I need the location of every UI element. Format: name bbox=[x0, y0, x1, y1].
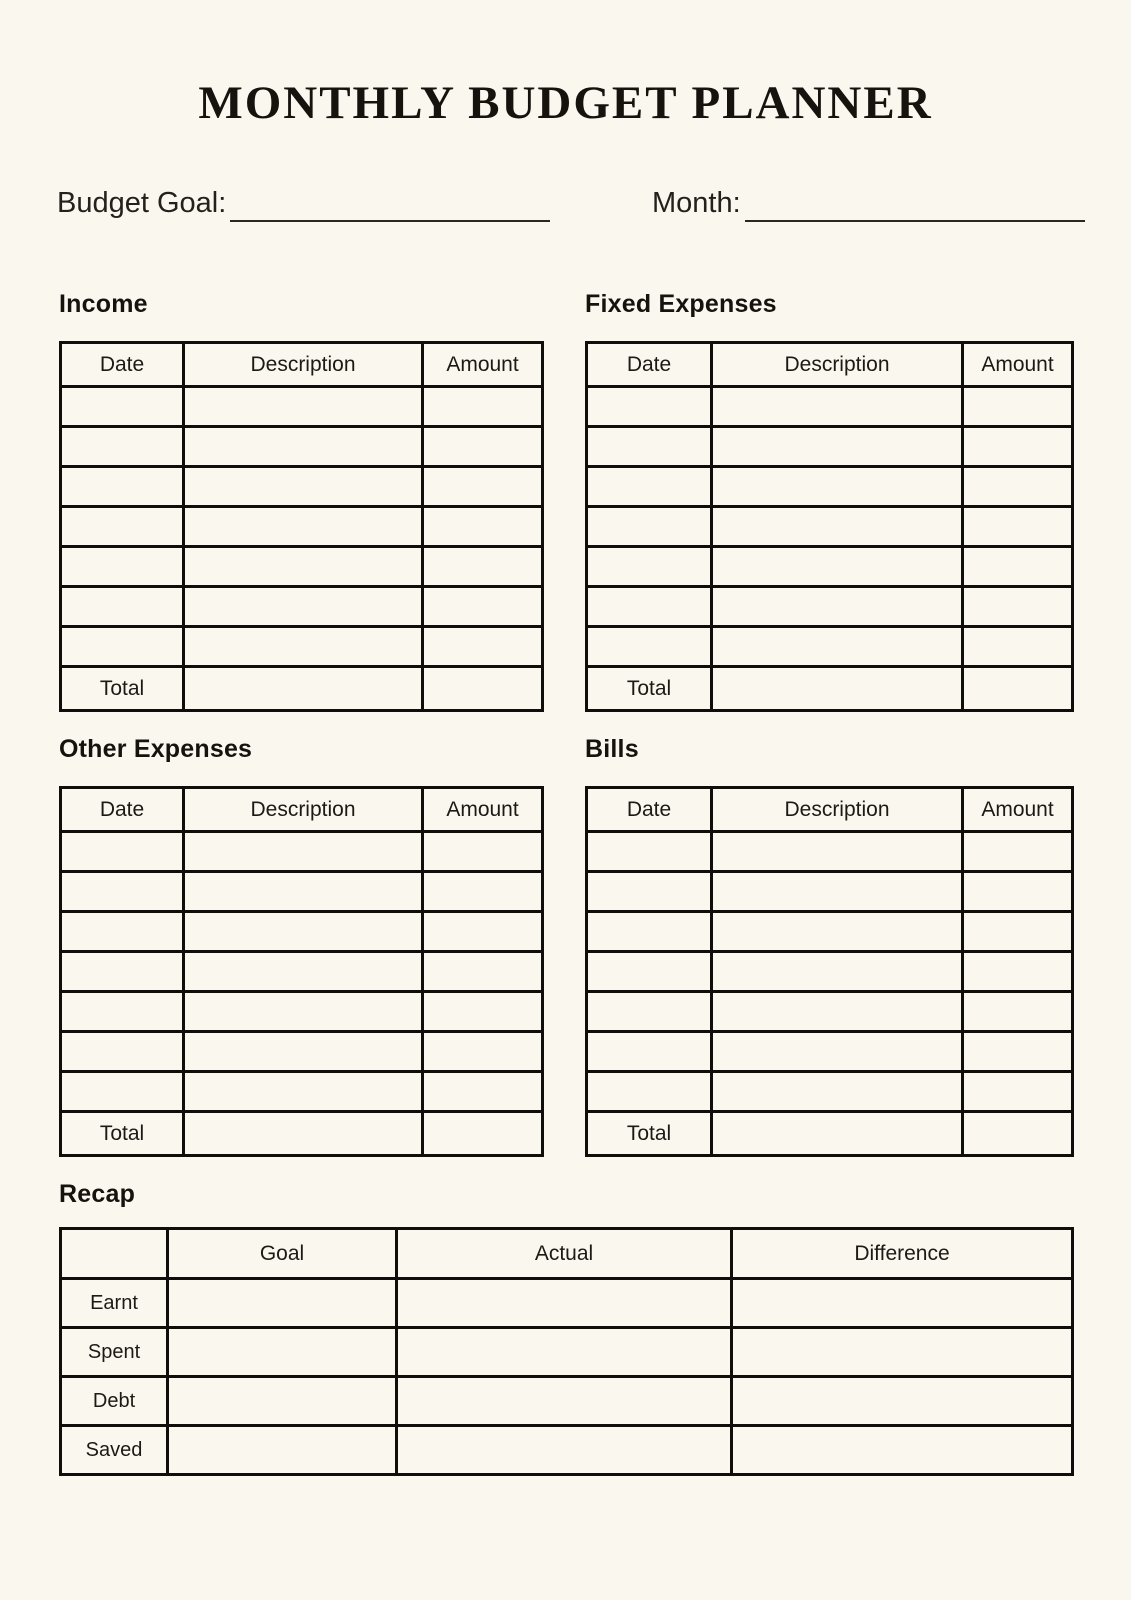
recap-row bbox=[61, 1426, 1073, 1475]
ledger-cell bbox=[963, 952, 1073, 992]
fixed-expenses-row bbox=[587, 547, 1073, 587]
ledger-cell bbox=[712, 952, 963, 992]
budget-goal-field bbox=[57, 184, 550, 222]
recap-table bbox=[59, 1227, 1074, 1476]
ledger-cell bbox=[184, 912, 423, 952]
recap-cell bbox=[168, 1377, 397, 1426]
income-total-label: Total bbox=[61, 667, 184, 711]
ledger-cell bbox=[712, 427, 963, 467]
ledger-cell bbox=[423, 1032, 543, 1072]
other-expenses-col-header: Date bbox=[61, 788, 184, 832]
fixed-expenses-col-header: Date bbox=[587, 343, 712, 387]
ledger-cell bbox=[587, 387, 712, 427]
ledger-cell bbox=[61, 427, 184, 467]
ledger-cell bbox=[963, 467, 1073, 507]
ledger-cell bbox=[423, 547, 543, 587]
fixed-expenses-col-header: Description bbox=[712, 343, 963, 387]
ledger-cell bbox=[963, 507, 1073, 547]
ledger-cell bbox=[61, 952, 184, 992]
ledger-cell bbox=[587, 992, 712, 1032]
ledger-cell bbox=[184, 627, 423, 667]
bills-header bbox=[587, 788, 1073, 832]
ledger-cell bbox=[712, 912, 963, 952]
income-row bbox=[61, 627, 543, 667]
budget-goal-label: Budget Goal: bbox=[57, 187, 227, 219]
recap-body bbox=[61, 1279, 1073, 1475]
recap-cell bbox=[732, 1426, 1073, 1475]
ledger-cell bbox=[61, 507, 184, 547]
recap-row-label: Debt bbox=[61, 1377, 168, 1426]
bills-row bbox=[587, 1072, 1073, 1112]
fixed-expenses-row bbox=[587, 507, 1073, 547]
ledger-cell bbox=[587, 547, 712, 587]
ledger-cell bbox=[587, 832, 712, 872]
recap-row-label: Earnt bbox=[61, 1279, 168, 1328]
recap-row-label: Saved bbox=[61, 1426, 168, 1475]
other-expenses-total-amount-cell bbox=[423, 1112, 543, 1156]
ledger-cell bbox=[423, 427, 543, 467]
income-total-row bbox=[61, 667, 543, 711]
ledger-cell bbox=[712, 467, 963, 507]
ledger-cell bbox=[712, 992, 963, 1032]
section-title-bills: Bills bbox=[585, 735, 639, 763]
budget-goal-write-line bbox=[230, 212, 550, 222]
bills-total-description-cell bbox=[712, 1112, 963, 1156]
section-fixed-expenses bbox=[585, 290, 1071, 712]
ledger-cell bbox=[184, 547, 423, 587]
ledger-cell bbox=[423, 992, 543, 1032]
recap-col-header: Difference bbox=[732, 1229, 1073, 1279]
fixed-expenses-row bbox=[587, 387, 1073, 427]
ledger-cell bbox=[587, 872, 712, 912]
ledger-cell bbox=[184, 427, 423, 467]
other-expenses-row bbox=[61, 992, 543, 1032]
fixed-expenses-table bbox=[585, 341, 1074, 712]
ledger-cell bbox=[587, 1072, 712, 1112]
income-body bbox=[61, 387, 543, 711]
other-expenses-total-label: Total bbox=[61, 1112, 184, 1156]
ledger-cell bbox=[423, 1072, 543, 1112]
income-row bbox=[61, 547, 543, 587]
ledger-cell bbox=[184, 1072, 423, 1112]
ledger-cell bbox=[423, 627, 543, 667]
fixed-expenses-body bbox=[587, 387, 1073, 711]
ledger-cell bbox=[587, 507, 712, 547]
bills-body bbox=[587, 832, 1073, 1156]
recap-row bbox=[61, 1279, 1073, 1328]
ledger-cell bbox=[184, 587, 423, 627]
bills-total-label: Total bbox=[587, 1112, 712, 1156]
other-expenses-row bbox=[61, 832, 543, 872]
ledger-cell bbox=[61, 992, 184, 1032]
ledger-cell bbox=[423, 912, 543, 952]
other-expenses-total-row bbox=[61, 1112, 543, 1156]
recap-cell bbox=[168, 1426, 397, 1475]
recap-cell bbox=[168, 1279, 397, 1328]
ledger-cell bbox=[61, 467, 184, 507]
other-expenses-row bbox=[61, 912, 543, 952]
ledger-cell bbox=[963, 387, 1073, 427]
bills-row bbox=[587, 952, 1073, 992]
ledger-cell bbox=[184, 467, 423, 507]
recap-row bbox=[61, 1377, 1073, 1426]
ledger-cell bbox=[184, 1032, 423, 1072]
ledger-cell bbox=[61, 547, 184, 587]
recap-header-row bbox=[61, 1229, 1073, 1279]
other-expenses-table bbox=[59, 786, 544, 1157]
recap-col-header: Goal bbox=[168, 1229, 397, 1279]
other-expenses-header bbox=[61, 788, 543, 832]
bills-row bbox=[587, 1032, 1073, 1072]
recap-title: Recap bbox=[59, 1180, 136, 1208]
bills-table bbox=[585, 786, 1074, 1157]
ledger-cell bbox=[712, 872, 963, 912]
ledger-cell bbox=[61, 1032, 184, 1072]
income-table bbox=[59, 341, 544, 712]
ledger-tables bbox=[59, 290, 1071, 1157]
fixed-expenses-total-row bbox=[587, 667, 1073, 711]
income-row bbox=[61, 427, 543, 467]
month-write-line bbox=[745, 212, 1085, 222]
ledger-cell bbox=[587, 427, 712, 467]
ledger-cell bbox=[423, 872, 543, 912]
other-expenses-row bbox=[61, 952, 543, 992]
recap-col-header: Actual bbox=[397, 1229, 732, 1279]
ledger-cell bbox=[712, 547, 963, 587]
recap-cell bbox=[168, 1328, 397, 1377]
other-expenses-header-row bbox=[61, 788, 543, 832]
ledger-cell bbox=[712, 832, 963, 872]
ledger-cell bbox=[423, 952, 543, 992]
ledger-cell bbox=[61, 832, 184, 872]
page-title: MONTHLY BUDGET PLANNER bbox=[198, 77, 933, 129]
bills-col-header: Date bbox=[587, 788, 712, 832]
income-total-description-cell bbox=[184, 667, 423, 711]
income-row bbox=[61, 587, 543, 627]
ledger-cell bbox=[963, 992, 1073, 1032]
ledger-cell bbox=[963, 587, 1073, 627]
month-label: Month: bbox=[652, 187, 741, 219]
ledger-cell bbox=[963, 427, 1073, 467]
other-expenses-col-header: Amount bbox=[423, 788, 543, 832]
bills-col-header: Description bbox=[712, 788, 963, 832]
other-expenses-body bbox=[61, 832, 543, 1156]
ledger-cell bbox=[184, 387, 423, 427]
fixed-expenses-col-header: Amount bbox=[963, 343, 1073, 387]
recap-cell bbox=[397, 1426, 732, 1475]
ledger-cell bbox=[184, 832, 423, 872]
ledger-cell bbox=[712, 627, 963, 667]
ledger-cell bbox=[712, 587, 963, 627]
fixed-expenses-total-label: Total bbox=[587, 667, 712, 711]
recap-cell bbox=[732, 1377, 1073, 1426]
fixed-expenses-row bbox=[587, 467, 1073, 507]
ledger-cell bbox=[963, 547, 1073, 587]
income-row bbox=[61, 507, 543, 547]
fixed-expenses-total-description-cell bbox=[712, 667, 963, 711]
ledger-cell bbox=[423, 587, 543, 627]
ledger-cell bbox=[587, 627, 712, 667]
ledger-cell bbox=[587, 587, 712, 627]
income-header bbox=[61, 343, 543, 387]
ledger-cell bbox=[587, 1032, 712, 1072]
income-header-row bbox=[61, 343, 543, 387]
section-title-other-expenses: Other Expenses bbox=[59, 735, 253, 763]
month-field bbox=[652, 184, 1085, 222]
fixed-expenses-header bbox=[587, 343, 1073, 387]
other-expenses-total-description-cell bbox=[184, 1112, 423, 1156]
ledger-cell bbox=[963, 872, 1073, 912]
other-expenses-row bbox=[61, 1032, 543, 1072]
bills-row bbox=[587, 832, 1073, 872]
section-title-income: Income bbox=[59, 290, 148, 318]
fixed-expenses-row bbox=[587, 587, 1073, 627]
section-other-expenses bbox=[59, 735, 541, 1157]
bills-row bbox=[587, 992, 1073, 1032]
ledger-cell bbox=[184, 872, 423, 912]
other-expenses-row bbox=[61, 872, 543, 912]
ledger-cell bbox=[423, 467, 543, 507]
ledger-cell bbox=[423, 387, 543, 427]
income-col-header: Description bbox=[184, 343, 423, 387]
ledger-cell bbox=[587, 467, 712, 507]
fixed-expenses-total-amount-cell bbox=[963, 667, 1073, 711]
income-row bbox=[61, 387, 543, 427]
ledger-cell bbox=[963, 832, 1073, 872]
section-bills bbox=[585, 735, 1071, 1157]
ledger-cell bbox=[423, 507, 543, 547]
recap-section bbox=[59, 1180, 1071, 1476]
recap-header bbox=[61, 1229, 1073, 1279]
bills-total-row bbox=[587, 1112, 1073, 1156]
income-col-header: Amount bbox=[423, 343, 543, 387]
recap-cell bbox=[397, 1328, 732, 1377]
header-fields bbox=[57, 182, 1085, 222]
ledger-cell bbox=[61, 627, 184, 667]
ledger-cell bbox=[61, 587, 184, 627]
ledger-cell bbox=[61, 872, 184, 912]
bills-header-row bbox=[587, 788, 1073, 832]
recap-row bbox=[61, 1328, 1073, 1377]
bills-row bbox=[587, 872, 1073, 912]
ledger-cell bbox=[963, 627, 1073, 667]
ledger-cell bbox=[712, 507, 963, 547]
fixed-expenses-row bbox=[587, 627, 1073, 667]
ledger-cell bbox=[963, 1072, 1073, 1112]
fixed-expenses-row bbox=[587, 427, 1073, 467]
section-income bbox=[59, 290, 541, 712]
ledger-cell bbox=[423, 832, 543, 872]
ledger-cell bbox=[963, 912, 1073, 952]
bills-row bbox=[587, 912, 1073, 952]
fixed-expenses-header-row bbox=[587, 343, 1073, 387]
other-expenses-row bbox=[61, 1072, 543, 1112]
ledger-cell bbox=[184, 992, 423, 1032]
ledger-cell bbox=[61, 1072, 184, 1112]
ledger-cell bbox=[712, 1072, 963, 1112]
bills-col-header: Amount bbox=[963, 788, 1073, 832]
income-row bbox=[61, 467, 543, 507]
income-total-amount-cell bbox=[423, 667, 543, 711]
recap-cell bbox=[397, 1377, 732, 1426]
recap-cell bbox=[397, 1279, 732, 1328]
recap-cell bbox=[732, 1279, 1073, 1328]
recap-row-label: Spent bbox=[61, 1328, 168, 1377]
other-expenses-col-header: Description bbox=[184, 788, 423, 832]
ledger-cell bbox=[61, 912, 184, 952]
recap-corner-cell bbox=[61, 1229, 168, 1279]
ledger-cell bbox=[712, 387, 963, 427]
recap-cell bbox=[732, 1328, 1073, 1377]
income-col-header: Date bbox=[61, 343, 184, 387]
bills-total-amount-cell bbox=[963, 1112, 1073, 1156]
ledger-cell bbox=[587, 952, 712, 992]
ledger-cell bbox=[184, 952, 423, 992]
ledger-cell bbox=[61, 387, 184, 427]
section-title-fixed-expenses: Fixed Expenses bbox=[585, 290, 777, 318]
ledger-cell bbox=[184, 507, 423, 547]
ledger-cell bbox=[587, 912, 712, 952]
ledger-cell bbox=[963, 1032, 1073, 1072]
ledger-cell bbox=[712, 1032, 963, 1072]
